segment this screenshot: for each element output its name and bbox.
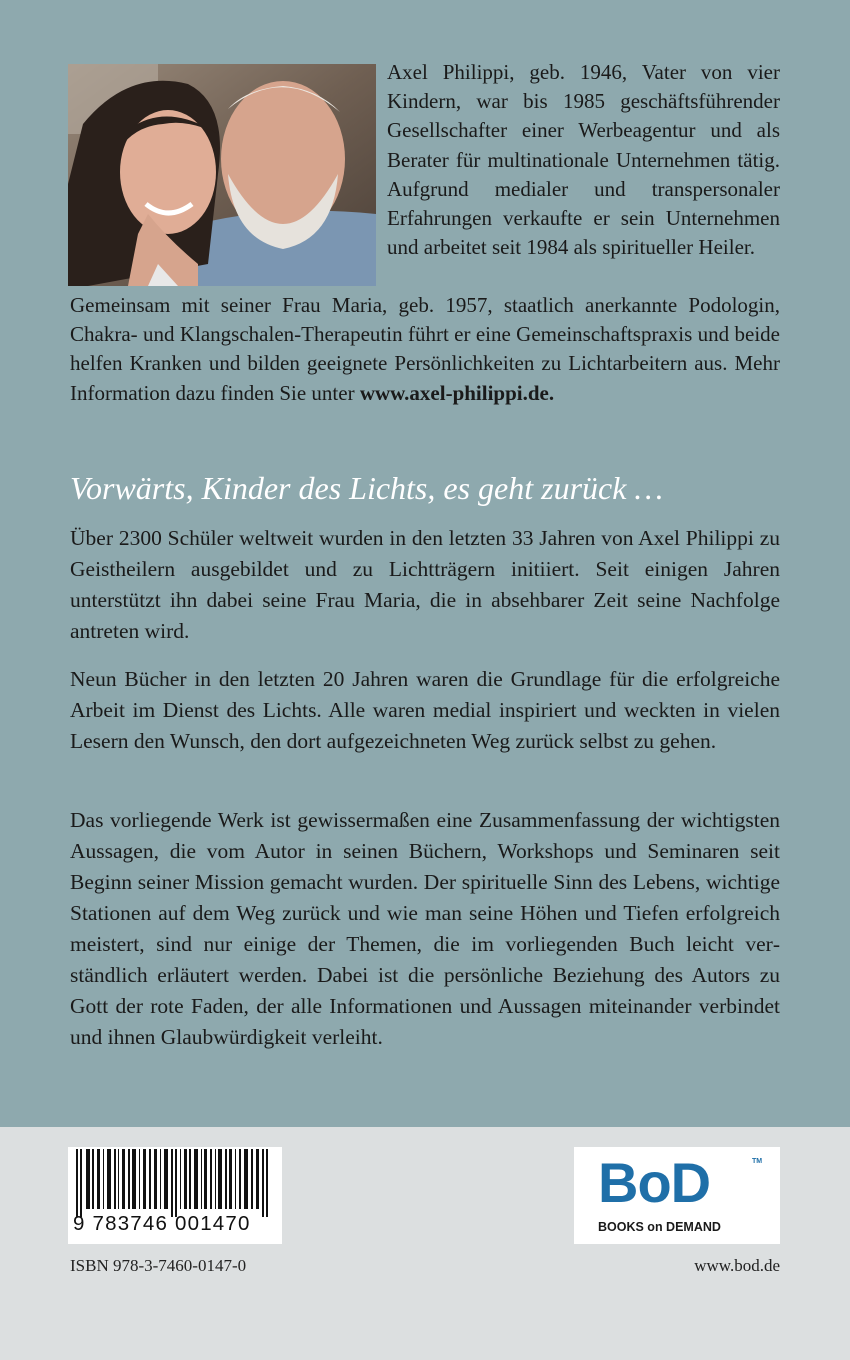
author-bio-continued-text: Gemeinsam mit seiner Frau Maria, geb. 1957, staatlich anerkannte Podologin, Chakra- und Klangschalen-Therapeutin führt er eine Gemeinschaftspraxis und beide helfen Kranken und bilden geeignete Persönlichkeiten zu Lichtarbeitern aus. Mehr Information dazu finden Sie unter <box>70 293 780 405</box>
author-bio-intro: Axel Philippi, geb. 1946, Vater von vier Kindern, war bis 1985 geschäftsführender Gesellschafter einer Werbeagentur und als Berater für multinationale Unternehmen tätig. Aufgrund medialer und transpersonaler Erfahrungen verkaufte er sein Unternehmen und arbeitet seit 1984 als spiritueller Heiler. <box>387 60 780 260</box>
blurb-paragraph-3: Das vorliegende Werk ist gewissermaßen eine Zusammenfassung der wichtigsten Aussagen, die vom Autor in seinen Büchern, Workshops und Seminaren seit Beginn seiner Mission gemacht wurden. Der spirituelle Sinn des Lebens, wichtige Stationen auf dem Weg zurück und wie man seine Höhen und Tiefen erfolgreich meistert, sind nur einige der Themen, die im vorliegenden Buch leicht verständlich erläutert werden. Dabei ist die persönliche Beziehung des Autors zu Gott der rote Faden, der alle Informationen und Aussagen miteinander verbindet und ihnen Glaubwürdigkeit verleiht. <box>70 808 780 1049</box>
blurb-paragraph-1: Über 2300 Schüler weltweit wurden in den letzten 33 Jahren von Axel Philippi zu Geistheilern ausgebildet und zu Lichtträgern initiiert. Seit einigen Jahren unterstützt ihn dabei seine Frau Maria, die in absehbarer Zeit seine Nachfolge antreten wird. <box>70 526 780 643</box>
bod-tagline: BOOKS on DEMAND <box>598 1220 721 1234</box>
publisher-website-link[interactable]: www.bod.de <box>694 1256 780 1275</box>
author-website-link[interactable]: www.axel-philippi.de. <box>359 380 555 405</box>
bod-trademark: TM <box>752 1158 763 1165</box>
isbn-number: ISBN 978-3-7460-0147-0 <box>70 1256 247 1275</box>
author-couple-photo-icon <box>68 64 376 286</box>
author-photo <box>68 64 376 286</box>
headline: Vorwärts, Kinder des Lichts, es geht zurück … <box>70 470 663 506</box>
bod-logo: BoD <box>598 1151 711 1214</box>
author-bio-continued <box>70 291 780 408</box>
blurb-paragraph-2: Neun Bücher in den letzten 20 Jahren waren die Grundlage für die erfolgreiche Arbeit im Dienst des Lichts. Alle waren medial inspiriert und weckten in vielen Lesern den Wunsch, den dort aufgezeichneten Weg zurück selbst zu gehen. <box>70 667 780 753</box>
barcode-digits: 9 783746 001470 <box>73 1212 251 1235</box>
